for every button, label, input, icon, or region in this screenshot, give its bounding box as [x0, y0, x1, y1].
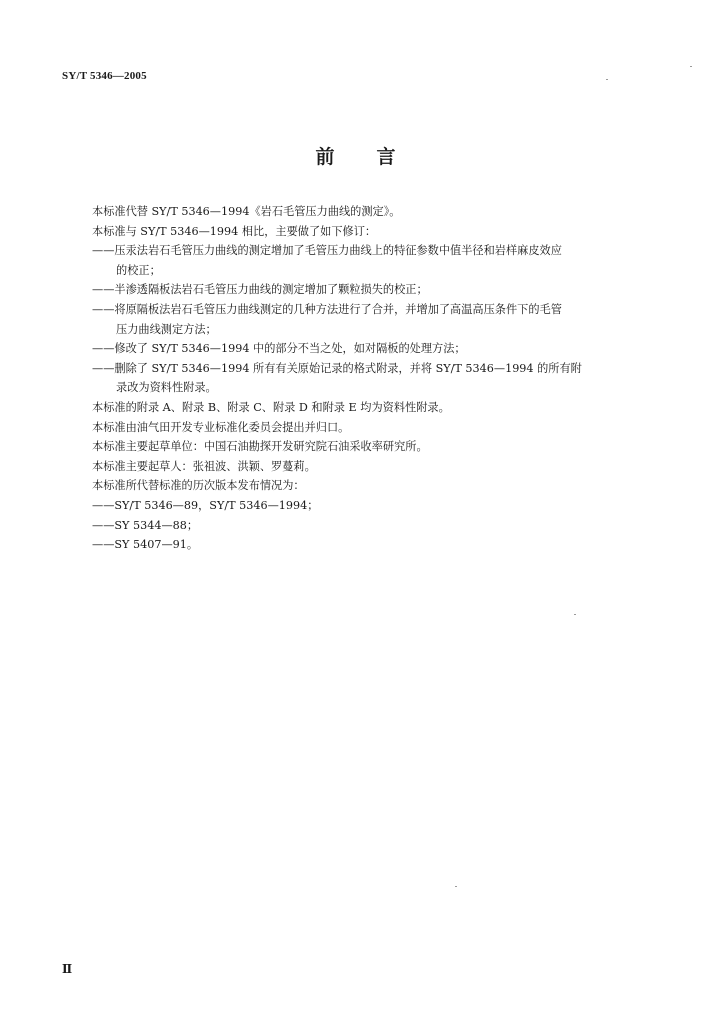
- revision-item-text: ——压汞法岩石毛管压力曲线的测定增加了毛管压力曲线上的特征参数中值半径和岩样麻皮效应: [92, 244, 562, 258]
- revision-item-text: ——将原隔板法岩石毛管压力曲线测定的几种方法进行了合并，并增加了高温高压条件下的毛管: [92, 302, 562, 316]
- proposer-statement: 本标准由油气田开发专业标准化委员会提出并归口。: [92, 420, 350, 434]
- history-item: ——SY/T 5346—89，SY/T 5346—1994；: [92, 498, 319, 512]
- foreword-body: [92, 202, 658, 555]
- drafting-unit-statement: 本标准主要起草单位：中国石油勘探开发研究院石油采收率研究所。: [92, 440, 428, 454]
- replacement-statement: 本标准代替 SY/T 5346—1994《岩石毛管压力曲线的测定》。: [92, 205, 401, 218]
- revision-item-continuation: 的校正；: [116, 263, 161, 277]
- revision-item-text: ——修改了 SY/T 5346—1994 中的部分不当之处，如对隔板的处理方法；: [92, 342, 466, 356]
- revision-item-text: ——删除了 SY/T 5346—1994 所有有关原始记录的格式附录，并将 SY/T 5346—1994 的所有附: [92, 361, 582, 375]
- standard-code-header: SY/T 5346—2005: [62, 70, 147, 82]
- revision-item: [92, 280, 658, 300]
- revision-item: [92, 300, 658, 339]
- scan-speck: [455, 886, 457, 887]
- page-title: [0, 142, 711, 169]
- scan-speck: [606, 79, 608, 80]
- revision-item: [92, 359, 658, 398]
- drafters-statement: 本标准主要起草人：张祖波、洪颖、罗蔓莉。: [92, 459, 316, 473]
- appendix-statement: 本标准的附录 A、附录 B、附录 C、附录 D 和附录 E 均为资料性附录。: [92, 400, 450, 414]
- revision-item: [92, 339, 658, 359]
- revision-item-text: ——半渗透隔板法岩石毛管压力曲线的测定增加了颗粒损失的校正；: [92, 283, 428, 297]
- revision-item: [92, 241, 658, 280]
- revision-intro: 本标准与 SY/T 5346—1994 相比，主要做了如下修订：: [92, 224, 377, 238]
- scan-speck: [574, 614, 576, 615]
- history-item: ——SY 5344—88；: [92, 518, 199, 532]
- page-number: Ⅱ: [62, 962, 73, 976]
- history-item: ——SY 5407—91。: [92, 538, 199, 552]
- history-intro: 本标准所代替标准的历次版本发布情况为：: [92, 479, 305, 493]
- title-char-1: 前: [315, 146, 335, 168]
- title-char-2: 言: [376, 146, 396, 168]
- revision-item-continuation: 压力曲线测定方法；: [116, 322, 217, 336]
- scan-speck: [690, 66, 692, 67]
- revision-item-continuation: 录改为资料性附录。: [116, 381, 217, 395]
